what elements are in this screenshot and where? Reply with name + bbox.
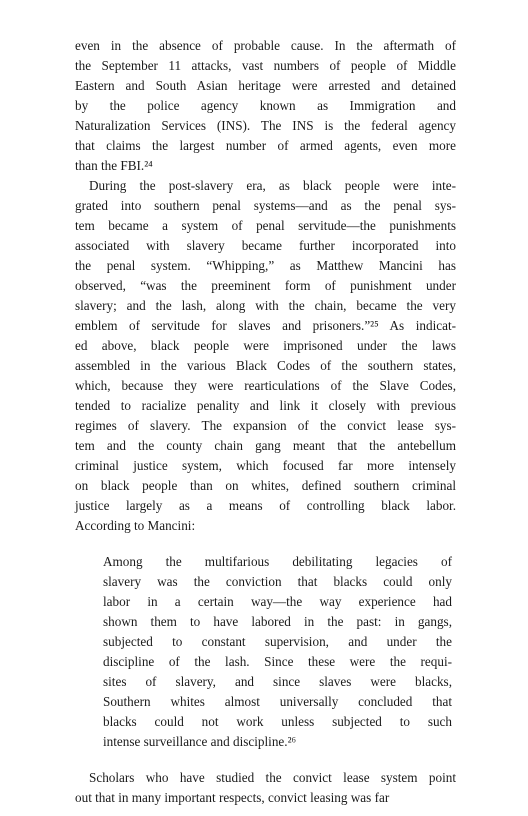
- block-quote: [75, 552, 456, 752]
- text-line: assembled in the various Black Codes of the southern states,: [75, 358, 456, 373]
- text-line: Naturalization Services (INS). The INS is the federal agency: [75, 118, 456, 133]
- text-line: Eastern and South Asian heritage were arrested and detained: [75, 78, 456, 93]
- text-line: During the post-slavery era, as black people were inte-: [89, 178, 456, 193]
- text-line: labor in a certain way—the way experience had: [103, 594, 452, 609]
- page-text: [75, 36, 456, 808]
- text-line: intense surveillance and discipline.²⁶: [103, 734, 297, 749]
- paragraph: [75, 768, 456, 808]
- text-line: According to Mancini:: [75, 518, 196, 533]
- text-line: out that in many important respects, convict leasing was far: [75, 790, 390, 805]
- text-line: which, because they were rearticulations of the Slave Codes,: [75, 378, 456, 393]
- text-line: emblem of servitude for slaves and prisoners.”²⁵ As indicat-: [75, 318, 456, 333]
- text-line: the penal system. “Whipping,” as Matthew Mancini has: [75, 258, 456, 273]
- text-line: observed, “was the preeminent form of punishment under: [75, 278, 456, 293]
- text-line: regimes of slavery. The expansion of the convict lease sys-: [75, 418, 456, 433]
- text-line: criminal justice system, which focused far more intensely: [75, 458, 456, 473]
- text-line: ed above, black people were imprisoned under the laws: [75, 338, 456, 353]
- text-line: even in the absence of probable cause. In the aftermath of: [75, 38, 456, 53]
- text-line: that claims the largest number of armed agents, even more: [75, 138, 456, 153]
- text-line: associated with slavery became further incorporated into: [75, 238, 456, 253]
- text-line: by the police agency known as Immigration and: [75, 98, 456, 113]
- text-line: Scholars who have studied the convict lease system point: [89, 770, 456, 785]
- text-line: discipline of the lash. Since these were the requi-: [103, 654, 452, 669]
- text-line: the September 11 attacks, vast numbers of people of Middle: [75, 58, 456, 73]
- text-line: than the FBI.²⁴: [75, 158, 153, 173]
- paragraph: [75, 36, 456, 176]
- text-line: grated into southern penal systems—and as the penal sys-: [75, 198, 456, 213]
- text-line: slavery; and the lash, along with the chain, became the very: [75, 298, 456, 313]
- text-line: Southern whites almost universally concluded that: [103, 694, 452, 709]
- text-line: Among the multifarious debilitating legacies of: [103, 554, 452, 569]
- text-line: shown them to have labored in the past: in gangs,: [103, 614, 452, 629]
- text-line: sites of slavery, and since slaves were blacks,: [103, 674, 452, 689]
- paragraph: [75, 176, 456, 536]
- text-line: justice largely as a means of controlling black labor.: [75, 498, 456, 513]
- text-line: tem became a system of penal servitude—the punishments: [75, 218, 456, 233]
- text-line: tem and the county chain gang meant that the antebellum: [75, 438, 456, 453]
- text-line: tended to racialize penality and link it closely with previous: [75, 398, 456, 413]
- text-line: blacks could not work unless subjected to such: [103, 714, 452, 729]
- text-line: subjected to constant supervision, and under the: [103, 634, 452, 649]
- text-line: on black people than on whites, defined southern criminal: [75, 478, 456, 493]
- text-line: slavery was the conviction that blacks could only: [103, 574, 452, 589]
